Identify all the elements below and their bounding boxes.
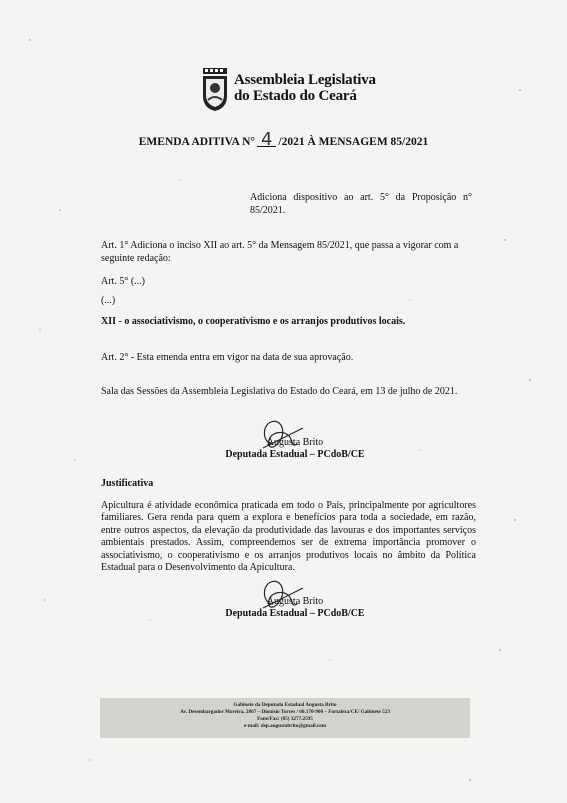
ellipsis: (...) [101,295,116,306]
justification-heading: Justificativa [101,478,154,489]
signer-role: Deputada Estadual – PCdoB/CE [225,449,365,460]
signer-name: Augusta Brito [266,596,324,607]
brand-line-1: Assembleia Legislativa [234,72,376,88]
amendment-number: 4 [257,134,276,147]
footer-line-1: Gabinete da Deputada Estadual Augusta Brito [233,702,337,708]
footer-line-4: e-mail: dep.augustabrito@gmail.com [243,723,327,729]
inciso-xii: XII - o associativismo, o cooperativismo e os arranjos produtivos locais. [101,316,406,327]
letterhead [200,66,420,116]
signature-block-2 [215,596,375,620]
article-5-ref: Art. 5° (...) [101,276,145,287]
epigraph: Adiciona dispositivo ao art. 5° da Proposição n° 85/2021. [250,192,472,216]
justification-text: Apicultura é atividade econômica praticada em todo o País, principalmente por agricultores familiares. Gera renda para quem a explora e benefícios para toda a sociedade, em razão, entre outros aspectos, da elevação da produtividade das lavouras e dos importantes serviços ambientais prestados. Assim, compreendemos ser de extrema importância promover o associativismo, o cooperativismo e os arranjos produtivos locais no âmbito da Política Estadual para o Desenvolvimento da Apicultura. [101,500,476,574]
article-1: Art. 1° Adiciona o inciso XII ao art. 5° da Mensagem 85/2021, que passa a vigorar com a seguinte redação: [101,240,459,264]
footer-line-3: Fone/Fax: (85) 3277.2595 [257,716,313,722]
document-title [0,129,567,150]
signer-name: Augusta Brito [266,437,324,448]
article-2: Art. 2° - Esta emenda entra em vigor na data de sua aprovação. [101,352,354,363]
office-footer [100,698,470,738]
title-prefix: EMENDA ADITIVA N° [138,136,255,148]
signature-block-1 [215,437,375,461]
brand-line-2: do Estado do Ceará [234,88,357,104]
footer-line-2: Av. Desembargador Moreira, 2807 – Dionísio Torres / 60.170-900 – Fortaleza/CE/ Gabinete 523 [180,709,390,715]
coat-of-arms-icon [200,66,230,112]
signer-role: Deputada Estadual – PCdoB/CE [225,608,365,619]
title-suffix: /2021 À MENSAGEM 85/2021 [278,136,429,148]
session-date-line: Sala das Sessões da Assembleia Legislativa do Estado do Ceará, em 13 de julho de 2021. [101,386,458,397]
